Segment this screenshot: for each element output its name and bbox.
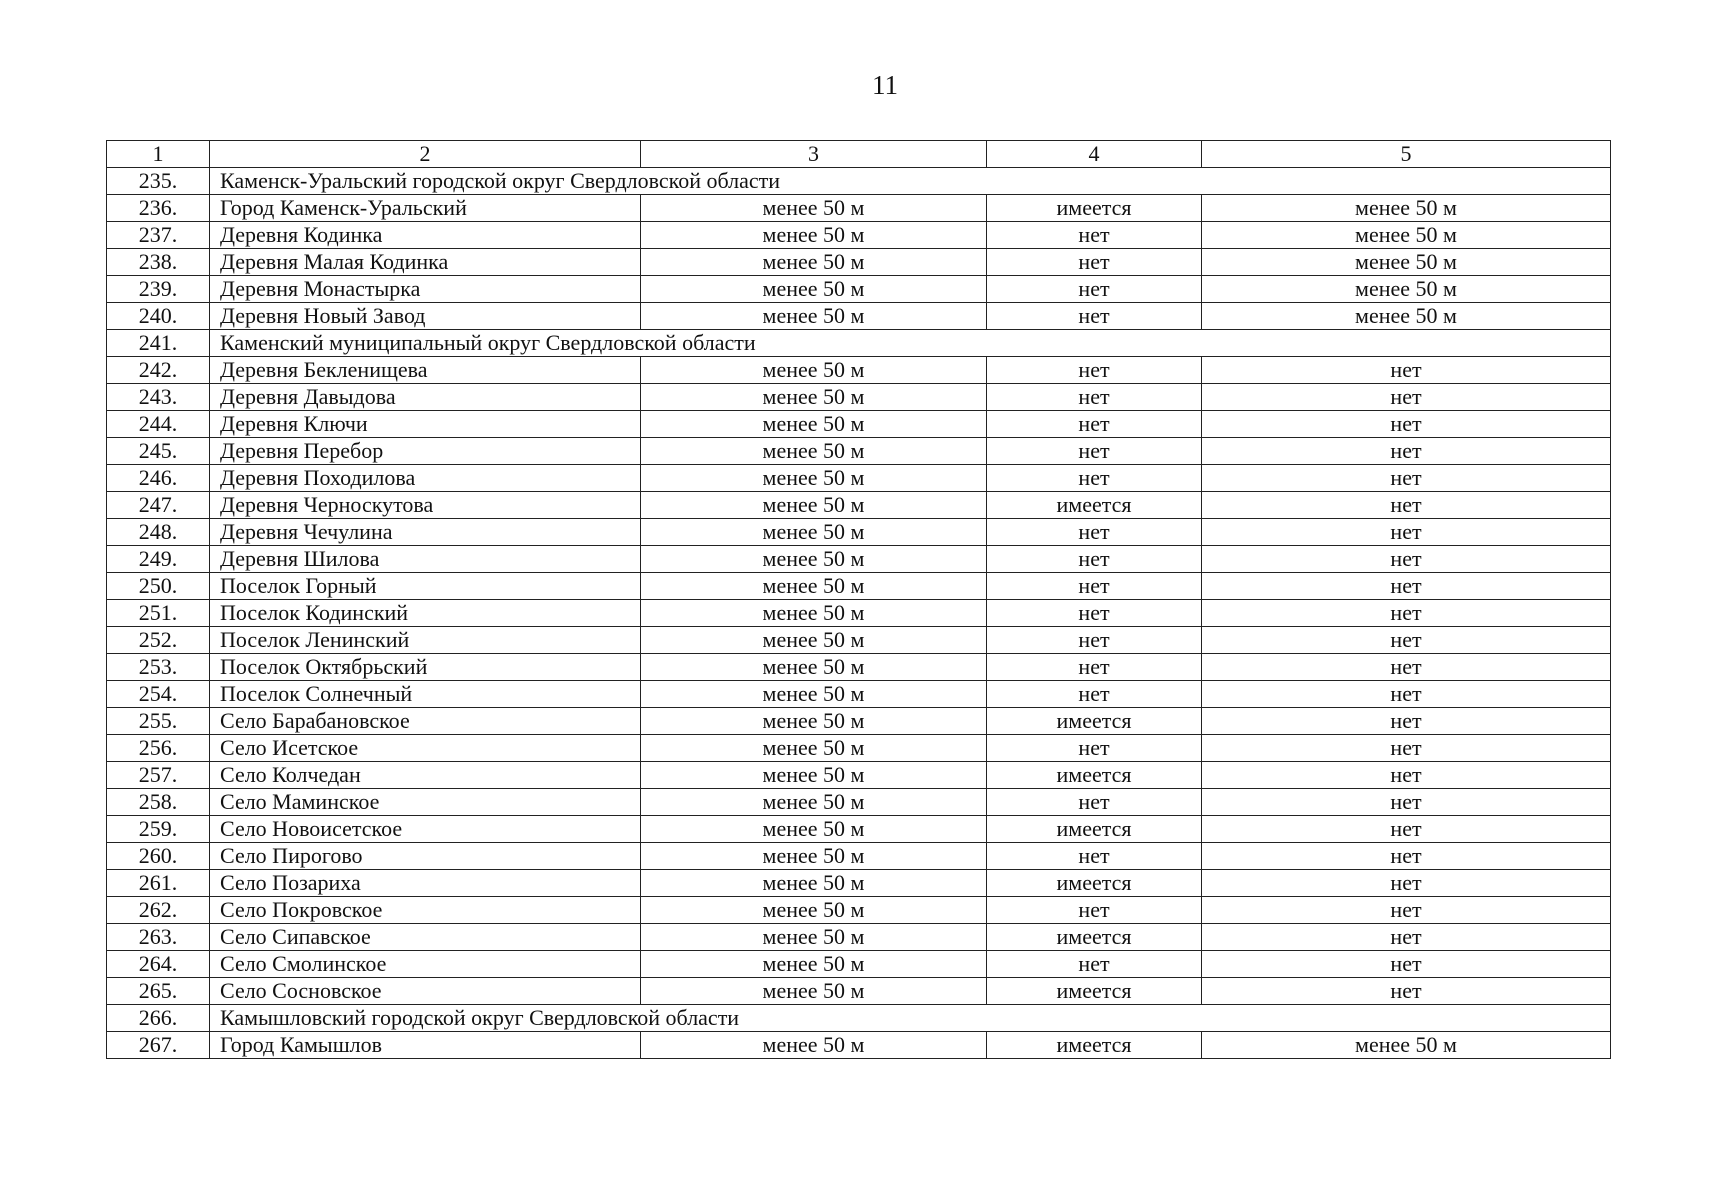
settlement-name: Село Позариха [210,870,641,897]
row-number: 241. [107,330,210,357]
table-row [107,870,1611,897]
table-row [107,573,1611,600]
column-number-2: 2 [210,141,641,168]
cell-col-3: менее 50 м [641,357,987,384]
section-title: Камышловский городской округ Свердловской области [210,1005,1611,1032]
row-number: 256. [107,735,210,762]
settlement-name: Поселок Горный [210,573,641,600]
cell-col-3: менее 50 м [641,789,987,816]
table-row [107,681,1611,708]
settlement-name: Село Барабановское [210,708,641,735]
row-number: 246. [107,465,210,492]
row-number: 251. [107,600,210,627]
cell-col-5: нет [1202,897,1611,924]
settlement-name: Село Пирогово [210,843,641,870]
cell-col-3: менее 50 м [641,303,987,330]
row-number: 253. [107,654,210,681]
cell-col-4: имеется [987,762,1202,789]
row-number: 258. [107,789,210,816]
table-row [107,357,1611,384]
cell-col-4: имеется [987,978,1202,1005]
row-number: 249. [107,546,210,573]
cell-col-3: менее 50 м [641,600,987,627]
row-number: 254. [107,681,210,708]
row-number: 257. [107,762,210,789]
cell-col-4: нет [987,627,1202,654]
cell-col-5: нет [1202,735,1611,762]
cell-col-4: имеется [987,816,1202,843]
cell-col-5: нет [1202,924,1611,951]
row-number: 252. [107,627,210,654]
table-row [107,924,1611,951]
cell-col-3: менее 50 м [641,816,987,843]
cell-col-3: менее 50 м [641,762,987,789]
cell-col-3: менее 50 м [641,546,987,573]
table-row [107,438,1611,465]
cell-col-3: менее 50 м [641,438,987,465]
settlement-name: Село Сипавское [210,924,641,951]
settlement-name: Деревня Новый Завод [210,303,641,330]
settlement-name: Село Новоисетское [210,816,641,843]
cell-col-4: нет [987,276,1202,303]
cell-col-3: менее 50 м [641,492,987,519]
cell-col-5: нет [1202,573,1611,600]
table-row [107,276,1611,303]
cell-col-4: нет [987,600,1202,627]
cell-col-3: менее 50 м [641,519,987,546]
table-row [107,519,1611,546]
table-row [107,195,1611,222]
cell-col-3: менее 50 м [641,654,987,681]
cell-col-5: нет [1202,870,1611,897]
column-number-row [107,141,1611,168]
column-number-4: 4 [987,141,1202,168]
row-number: 261. [107,870,210,897]
cell-col-3: менее 50 м [641,897,987,924]
cell-col-4: имеется [987,924,1202,951]
table-row [107,465,1611,492]
row-number: 265. [107,978,210,1005]
cell-col-3: менее 50 м [641,735,987,762]
cell-col-5: нет [1202,789,1611,816]
settlement-name: Деревня Малая Кодинка [210,249,641,276]
cell-col-5: нет [1202,357,1611,384]
table-row [107,978,1611,1005]
settlement-name: Деревня Монастырка [210,276,641,303]
settlement-name: Деревня Ключи [210,411,641,438]
row-number: 236. [107,195,210,222]
settlement-name: Село Смолинское [210,951,641,978]
cell-col-4: нет [987,789,1202,816]
settlement-name: Село Маминское [210,789,641,816]
settlement-name: Село Покровское [210,897,641,924]
cell-col-4: нет [987,357,1202,384]
cell-col-3: менее 50 м [641,843,987,870]
row-number: 235. [107,168,210,195]
column-number-1: 1 [107,141,210,168]
cell-col-3: менее 50 м [641,411,987,438]
cell-col-5: нет [1202,627,1611,654]
cell-col-4: нет [987,843,1202,870]
row-number: 247. [107,492,210,519]
column-number-3: 3 [641,141,987,168]
settlement-name: Деревня Перебор [210,438,641,465]
table-row [107,411,1611,438]
settlement-name: Город Камышлов [210,1032,641,1059]
cell-col-3: менее 50 м [641,1032,987,1059]
row-number: 243. [107,384,210,411]
cell-col-5: нет [1202,708,1611,735]
section-row [107,1005,1611,1032]
section-row [107,330,1611,357]
cell-col-4: нет [987,303,1202,330]
row-number: 250. [107,573,210,600]
cell-col-3: менее 50 м [641,708,987,735]
settlement-name: Деревня Чечулина [210,519,641,546]
row-number: 240. [107,303,210,330]
cell-col-4: нет [987,951,1202,978]
row-number: 267. [107,1032,210,1059]
settlement-name: Деревня Кодинка [210,222,641,249]
table-body [107,141,1611,1059]
row-number: 238. [107,249,210,276]
table-row [107,816,1611,843]
cell-col-5: менее 50 м [1202,195,1611,222]
cell-col-5: нет [1202,492,1611,519]
cell-col-5: менее 50 м [1202,276,1611,303]
cell-col-4: нет [987,411,1202,438]
table-row [107,708,1611,735]
cell-col-4: нет [987,654,1202,681]
cell-col-4: нет [987,249,1202,276]
cell-col-5: менее 50 м [1202,222,1611,249]
cell-col-3: менее 50 м [641,870,987,897]
cell-col-3: менее 50 м [641,681,987,708]
table-row [107,600,1611,627]
settlement-name: Поселок Октябрьский [210,654,641,681]
cell-col-4: нет [987,438,1202,465]
table-row [107,303,1611,330]
cell-col-5: нет [1202,951,1611,978]
cell-col-5: нет [1202,600,1611,627]
cell-col-5: нет [1202,384,1611,411]
settlement-name: Деревня Походилова [210,465,641,492]
settlement-name: Село Сосновское [210,978,641,1005]
cell-col-5: нет [1202,816,1611,843]
table-row [107,1032,1611,1059]
settlement-name: Поселок Ленинский [210,627,641,654]
row-number: 239. [107,276,210,303]
cell-col-5: менее 50 м [1202,1032,1611,1059]
row-number: 255. [107,708,210,735]
cell-col-5: нет [1202,654,1611,681]
table-row [107,384,1611,411]
table-row [107,762,1611,789]
cell-col-5: нет [1202,465,1611,492]
cell-col-3: менее 50 м [641,978,987,1005]
cell-col-4: нет [987,735,1202,762]
row-number: 266. [107,1005,210,1032]
cell-col-4: имеется [987,1032,1202,1059]
cell-col-5: нет [1202,843,1611,870]
table-row [107,492,1611,519]
cell-col-3: менее 50 м [641,222,987,249]
cell-col-3: менее 50 м [641,195,987,222]
cell-col-5: нет [1202,438,1611,465]
settlement-name: Поселок Кодинский [210,600,641,627]
settlement-name: Село Исетское [210,735,641,762]
settlement-name: Поселок Солнечный [210,681,641,708]
cell-col-4: имеется [987,708,1202,735]
cell-col-4: нет [987,222,1202,249]
table-row [107,627,1611,654]
cell-col-4: имеется [987,195,1202,222]
cell-col-4: нет [987,465,1202,492]
section-title: Каменск-Уральский городской округ Свердловской области [210,168,1611,195]
cell-col-5: нет [1202,519,1611,546]
cell-col-5: менее 50 м [1202,303,1611,330]
cell-col-5: нет [1202,681,1611,708]
row-number: 242. [107,357,210,384]
section-row [107,168,1611,195]
row-number: 245. [107,438,210,465]
table-row [107,735,1611,762]
cell-col-4: нет [987,897,1202,924]
cell-col-4: имеется [987,870,1202,897]
row-number: 263. [107,924,210,951]
cell-col-3: менее 50 м [641,249,987,276]
cell-col-3: менее 50 м [641,465,987,492]
row-number: 248. [107,519,210,546]
row-number: 264. [107,951,210,978]
row-number: 260. [107,843,210,870]
cell-col-4: имеется [987,492,1202,519]
settlement-name: Город Каменск-Уральский [210,195,641,222]
cell-col-3: менее 50 м [641,384,987,411]
cell-col-3: менее 50 м [641,924,987,951]
cell-col-4: нет [987,573,1202,600]
settlement-name: Деревня Бекленищева [210,357,641,384]
table-row [107,222,1611,249]
row-number: 244. [107,411,210,438]
cell-col-4: нет [987,681,1202,708]
cell-col-5: нет [1202,546,1611,573]
table-row [107,897,1611,924]
cell-col-5: менее 50 м [1202,249,1611,276]
section-title: Каменский муниципальный округ Свердловской области [210,330,1611,357]
row-number: 262. [107,897,210,924]
row-number: 237. [107,222,210,249]
table-row [107,843,1611,870]
cell-col-5: нет [1202,762,1611,789]
settlement-name: Деревня Шилова [210,546,641,573]
cell-col-3: менее 50 м [641,951,987,978]
cell-col-4: нет [987,519,1202,546]
page-number: 11 [872,70,898,100]
settlement-name: Деревня Давыдова [210,384,641,411]
table-row [107,951,1611,978]
cell-col-3: менее 50 м [641,573,987,600]
settlements-table [106,140,1611,1059]
column-number-5: 5 [1202,141,1611,168]
table-row [107,249,1611,276]
cell-col-4: нет [987,546,1202,573]
table-row [107,654,1611,681]
cell-col-4: нет [987,384,1202,411]
cell-col-5: нет [1202,411,1611,438]
cell-col-3: менее 50 м [641,276,987,303]
cell-col-3: менее 50 м [641,627,987,654]
settlement-name: Деревня Черноскутова [210,492,641,519]
row-number: 259. [107,816,210,843]
table-row [107,546,1611,573]
table-row [107,789,1611,816]
cell-col-5: нет [1202,978,1611,1005]
settlement-name: Село Колчедан [210,762,641,789]
